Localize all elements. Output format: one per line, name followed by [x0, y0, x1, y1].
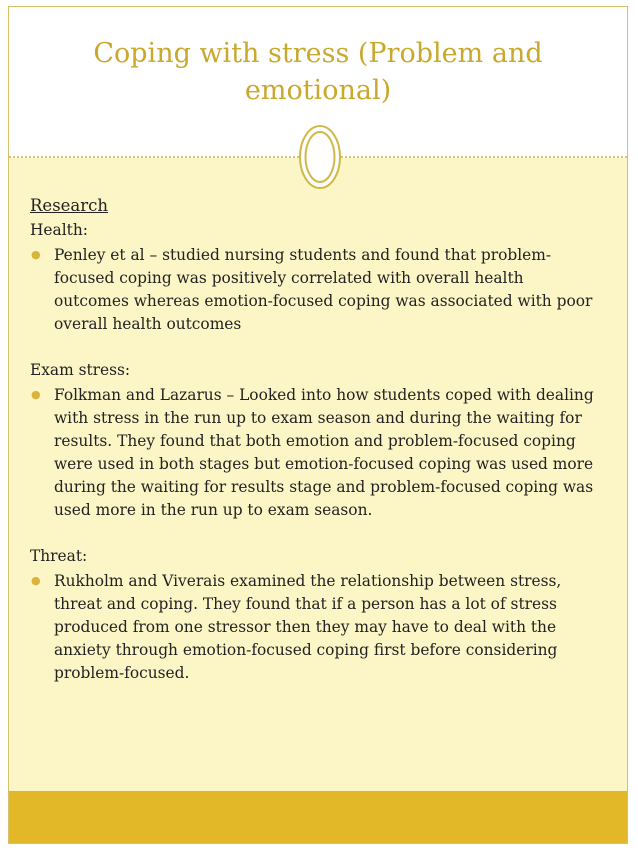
section-threat [30, 545, 598, 685]
bullet-dot-icon: ● [31, 248, 41, 261]
bullet-item [30, 384, 598, 522]
bullet-item [30, 570, 598, 685]
bullet-item [30, 244, 598, 336]
section-spacer [30, 522, 598, 545]
slide-title: Coping with stress (Problem and emotional) [93, 38, 543, 107]
bullet-text: Folkman and Lazarus – Looked into how students coped with dealing with stress in the run up to exam season and during the waiting for results. They found that both emotion and problem-focused coping were used in both stages but emotion-focused coping was used more during the waiting for results stage and problem-focused coping was used more in the run up to exam season. [54, 386, 594, 519]
section-spacer [30, 336, 598, 359]
slide-content [30, 194, 598, 685]
section-label: Exam stress: [30, 361, 131, 379]
bullet-text: Penley et al – studied nursing students and found that problem-focused coping was positively correlated with overall health outcomes whereas emotion-focused coping was associated with poor overall health outcomes [54, 246, 593, 333]
oval-ornament-icon [298, 124, 342, 190]
research-heading: Research [30, 196, 109, 215]
section-label: Threat: [30, 547, 88, 565]
bullet-dot-icon: ● [31, 388, 41, 401]
bullet-dot-icon: ● [31, 574, 41, 587]
footer-band [9, 791, 627, 843]
section-health [30, 219, 598, 336]
section-exam-stress [30, 359, 598, 522]
bullet-text: Rukholm and Viverais examined the relationship between stress, threat and coping. They found that if a person has a lot of stress produced from one stressor then they may have to deal with the anxiety through emotion-focused coping first before considering problem-focused. [54, 572, 562, 682]
section-label: Health: [30, 221, 88, 239]
